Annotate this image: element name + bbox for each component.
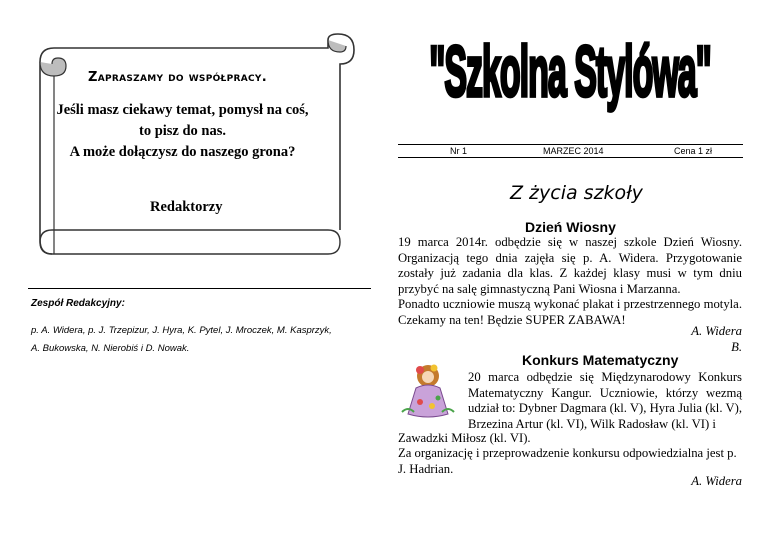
divider [28,288,371,289]
article-body: 20 marca odbędzie się Międzynarodowy Konkurs Matematyczny Kangur. Uczniowie, którzy wezmą udział to: Dybner Dagmara (kl. V), Hyra Julia (kl. V), Brzezina Artur (kl. VI), Wilk Radosław (kl. VI) i [468,370,743,431]
article-author: A. Widera [691,474,742,488]
invitation-line-2: to pisz do nas. [138,123,227,139]
article-body: Za organizację i przeprowadzenie konkursu odpowiedzialna jest p. J. Hadrian. [398,446,737,476]
article-author: B. [731,340,742,354]
editorial-team-members [31,322,376,358]
spring-doll-illustration [398,362,458,422]
issue-number: Nr 1 [450,146,468,156]
article-body: Ponadto uczniowie muszą wykonać plakat i przestrzennego motyla. Czekamy na ten! Będzie SUPER ZABAWA! [398,297,742,327]
team-members-line-2: A. Bukowska, N. Nierobiś i D. Nowak. [31,343,190,354]
issue-date: MARZEC 2014 [543,146,604,156]
invitation-signature: Redaktorzy [150,199,223,215]
invitation-line-1: Jeśli masz ciekawy temat, pomysł na coś, [56,102,309,118]
article-heading: Konkurs Matematyczny [522,352,679,368]
article-author: A. Widera [691,324,742,338]
article-heading: Dzień Wiosny [525,219,616,235]
invitation-body [40,100,325,163]
section-title: Z życia szkoły [510,182,643,204]
issue-info-bar [398,144,743,158]
team-members-line-1: p. A. Widera, p. J. Trzepizur, J. Hyra, K. Pytel, J. Mroczek, M. Kasprzyk, [31,325,332,336]
article-body: 19 marca 2014r. odbędzie się w naszej szkole Dzień Wiosny. Organizacją tego dnia zajęła się p. A. Widera. Przygotowanie zostały już zadania dla klas. Z każdej klasy musi w tym dniu przybyć na salę gimnastyczną Pani Wiosna i Marzanna. [398,235,742,296]
editorial-team-heading: Zespół Redakcyjny: [31,298,125,309]
masthead-text: "Szkolna Stylówa" [429,30,711,112]
issue-price: Cena 1 zł [674,146,713,156]
masthead-title [398,18,743,128]
invitation-line-3: A może dołączysz do naszego grona? [69,144,296,160]
masthead [398,18,743,128]
article-body: Zawadzki Miłosz (kl. VI). [398,431,531,445]
invitation-title: Zapraszamy do współpracy. [88,70,267,85]
